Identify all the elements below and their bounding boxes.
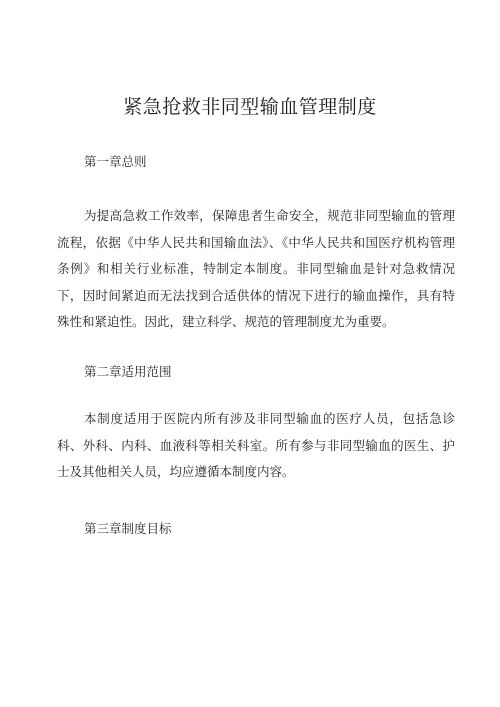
paragraph-general: 为提高急救工作效率，保障患者生命安全，规范非同型输血的管理流程，依据《中华人民共和国输血法》、《中华人民共和国医疗机构管理条例》和相关行业标准，特制定本制度。非同型输血是针对急救情况下，因时间紧迫而无法找到合适供体的情况下进行的输血操作，具有特殊性和紧迫性。因此，建立科学、规范的管理制度尤为重要。 xyxy=(57,208,455,330)
chapter-heading-scope: 第二章适用范围 xyxy=(84,364,172,379)
paragraph-scope: 本制度适用于医院内所有涉及非同型输血的医疗人员，包括急诊科、外科、内科、血液科等相关科室。所有参与非同型输血的医生、护士及其他相关人员，均应遵循本制度内容。 xyxy=(57,411,455,480)
chapter-heading-objectives: 第三章制度目标 xyxy=(84,521,172,536)
document-title: 紧急抢救非同型输血管理制度 xyxy=(123,96,377,118)
chapter-heading-general: 第一章总则 xyxy=(84,154,147,169)
